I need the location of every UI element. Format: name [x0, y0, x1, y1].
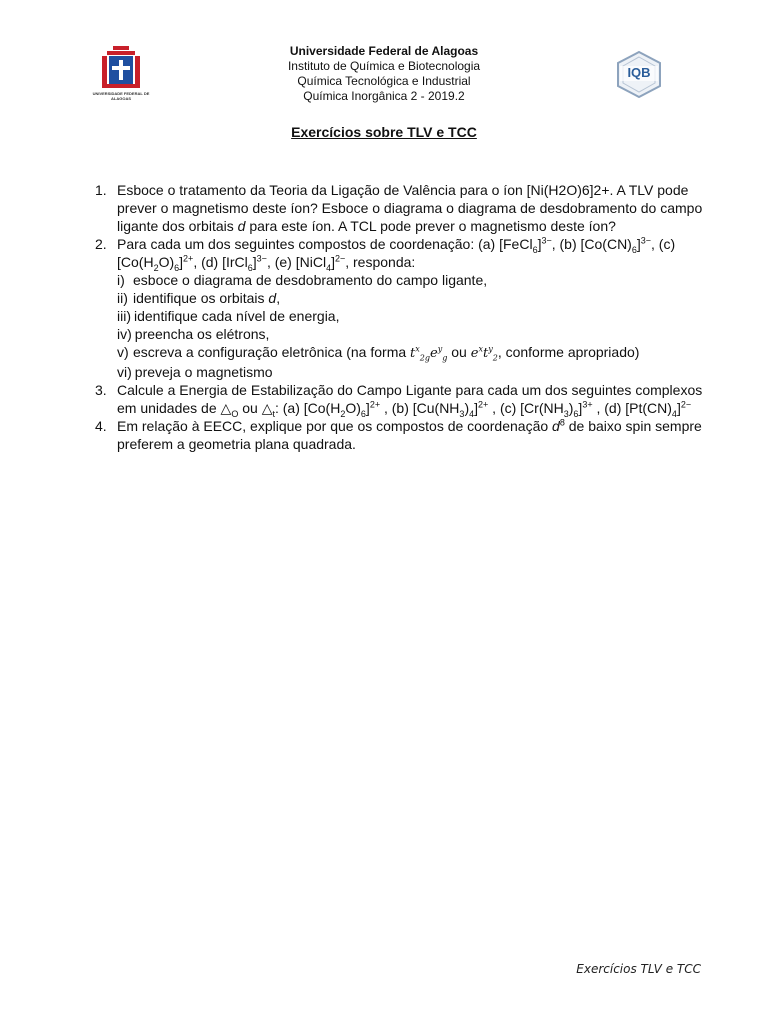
- sub-item-text: ou: [447, 344, 471, 360]
- document-header: [200, 44, 568, 104]
- sub-item-v: [117, 343, 717, 363]
- subscript: 6: [532, 244, 538, 255]
- sub-item-number: iii): [117, 308, 131, 324]
- sub-item-text: , conforme apropriado): [497, 344, 640, 360]
- question-number: 4.: [95, 418, 107, 434]
- superscript: 3−: [541, 235, 552, 246]
- question-3: 3. Calcule a Energia de Estabilização do Campo Ligante para cada um dos seguintes complexos em unidades de $\triangle_O$ ou $\triangle_t$: (a) $[Co(H_2O)_6]^{2+}$ , (b) $[Cu(NH_3)_4]^{2+}$ , (c) $[Cr(NH_3)_6]^{3+}$ , (d) $[Pt(CN)_4]^{2-}$: [95, 382, 703, 419]
- subscript: 6: [174, 262, 180, 273]
- question-text: de baixo spin sempre preferem a geometria plana quadrada.: [117, 418, 702, 452]
- subscript: 4: [326, 262, 332, 273]
- university-name: Universidade Federal de Alagoas: [289, 44, 479, 58]
- d-orbital-symbol: d: [237, 218, 246, 234]
- delta-symbol: △: [261, 400, 273, 416]
- iqb-logo-text: IQB: [627, 65, 651, 80]
- question-1: [95, 181, 717, 235]
- ufal-logo: [88, 44, 154, 104]
- sub-item-ii: [117, 289, 717, 307]
- superscript: 3−: [256, 253, 267, 264]
- sub-item-i: [117, 271, 717, 289]
- question-text: para este íon. A TCL pode prever o magnetismo deste íon?: [245, 218, 616, 234]
- question-text: , (c) [Co(H: [117, 236, 676, 270]
- sub-item-number: i): [117, 272, 125, 288]
- superscript: 2+: [183, 253, 194, 264]
- sub-item-number: iv): [117, 326, 132, 342]
- discipline-name: Química Inorgânica 2 - 2019.2: [303, 89, 465, 103]
- course-name: Química Tecnológica e Industrial: [297, 74, 471, 88]
- iqb-logo: [612, 50, 666, 98]
- question-number: 2.: [95, 236, 107, 252]
- sub-item-text: preveja o magnetismo: [134, 364, 273, 380]
- sub-item-text: identifique cada nível de energia,: [134, 308, 340, 324]
- sub-item-vi: [117, 363, 717, 381]
- question-list: [95, 181, 717, 453]
- page-title: Exercícios sobre TLV e TCC: [291, 124, 477, 140]
- question-text: , responda:: [345, 254, 416, 270]
- question-text: , (b) [Co(CN): [551, 236, 632, 252]
- question-text: , (d) [IrCl: [193, 254, 248, 270]
- delta-symbol: △: [220, 400, 232, 416]
- question-2: 2. Para cada um dos seguintes compostos de coordenação: (a) [FeCl$_6$]$^{3-}$, (b) $[Co(CN)_6]^{3-}$, (c) $[Co(H_2O)_6]^{2+}$, (d) [IrCl$_6$]$^{3-}$, (e) [NiCl$_4$]$^{2-}$, responda: i) esboce o diagrama de desdobramento do campo ligante, ii) identifique os orbitais d, iii) identifique cada nível de energia, iv) preencha os elétrons, v) escreva a configuração eletrônica (na forma $t^x_{2g}e^y_g$ ou $e^xt^y_2$, conforme apropriado) vi) preveja o magnetismo: [117, 235, 717, 381]
- ufal-logo-caption: UNIVERSIDADE FEDERAL DE ALAGOAS: [92, 91, 150, 101]
- question-number: 1.: [95, 182, 107, 198]
- sub-item-number: v): [117, 344, 129, 360]
- question-text: Para cada um dos seguintes compostos de coordenação: (a) [FeCl: [117, 236, 533, 252]
- question-text: Esboce o tratamento da Teoria da Ligação de Valência para o íon [Ni(H2O)6]2+. A TLV pode prever o magnetismo deste íon? Esboce o diagrama o diagrama de desdobramento do campo ligante dos orbitais: [117, 182, 703, 234]
- d-orbital-symbol: d: [552, 418, 560, 434]
- page-footer: Exercícios TLV e TCC: [576, 962, 701, 976]
- superscript: 3−: [640, 235, 652, 246]
- sub-item-text: preencha os elétrons,: [134, 326, 270, 342]
- superscript: 8: [559, 417, 565, 428]
- sub-item-text: esboce o diagrama de desdobramento do campo ligante,: [133, 272, 488, 288]
- question-text: : (a) [Co(H: [274, 400, 341, 416]
- config-formula-1: $t^x_{2g}e^y_g$: [410, 344, 448, 363]
- sub-item-iii: [117, 307, 717, 325]
- d-orbital-symbol: d: [268, 290, 277, 306]
- subscript: t: [272, 408, 275, 419]
- question-text: , (e) [NiCl: [266, 254, 327, 270]
- sub-item-text: escreva a configuração eletrônica (na forma: [133, 344, 411, 360]
- institute-name: Instituto de Química e Biotecnologia: [287, 59, 481, 73]
- question-text: O): [158, 254, 175, 270]
- config-formula-2: $e^xt^y_2$: [470, 344, 498, 363]
- question-text: Calcule a Energia de Estabilização do Campo Ligante para cada um dos seguintes complexos em unidades de: [117, 382, 703, 416]
- subscript: 6: [247, 262, 253, 273]
- sub-item-text: ,: [276, 290, 281, 306]
- sub-item-number: ii): [117, 290, 128, 306]
- subscript: 6: [631, 244, 637, 255]
- question-text: Em relação à EECC, explique por que os compostos de coordenação: [117, 418, 553, 434]
- question-number: 3.: [95, 382, 107, 398]
- question-4: [95, 417, 717, 453]
- sub-item-iv: [117, 325, 717, 343]
- subscript: 2: [153, 262, 159, 273]
- sub-item-number: vi): [117, 364, 132, 380]
- superscript: 2−: [334, 253, 346, 264]
- subscript: O: [231, 408, 239, 419]
- sub-item-text: identifique os orbitais: [133, 290, 269, 306]
- question-text: ou: [238, 400, 262, 416]
